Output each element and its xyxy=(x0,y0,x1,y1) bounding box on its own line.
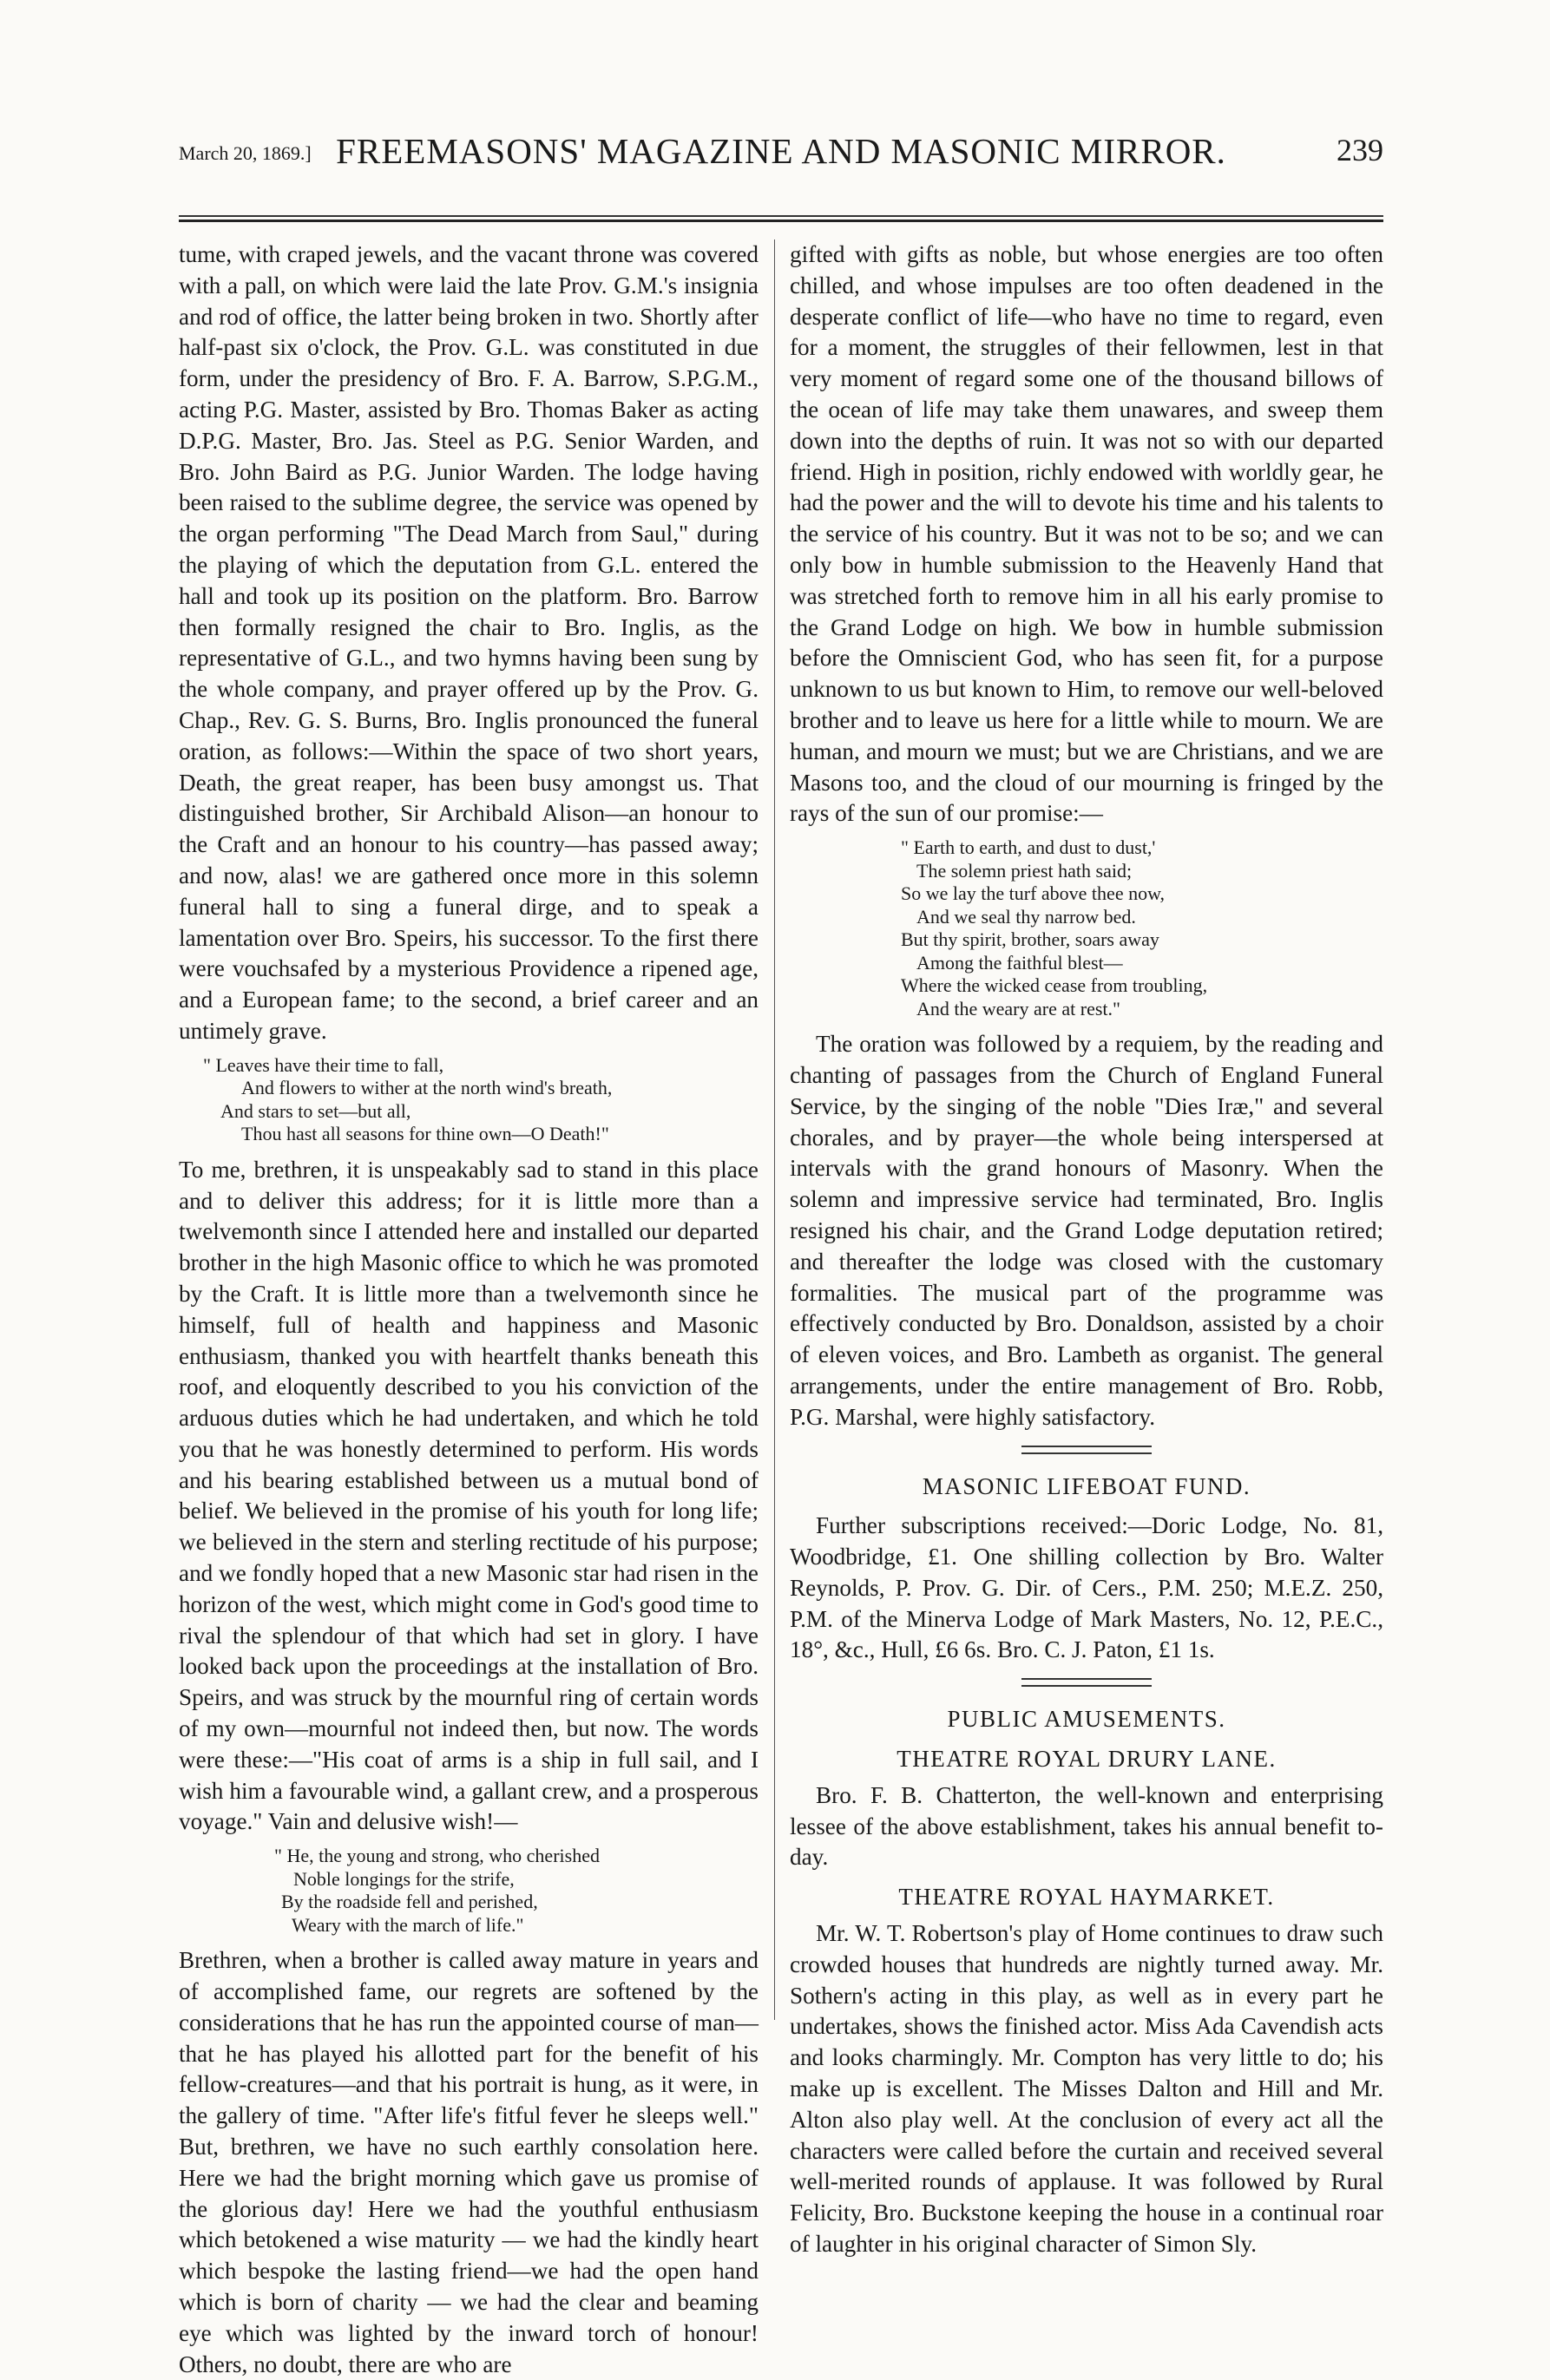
page-header xyxy=(179,128,1383,174)
lifeboat-fund-text: Further subscriptions received:—Doric Lodge, No. 81, Woodbridge, £1. One shilling collection by Bro. Walter Reynolds, P. Prov. G. Dir. of Cers., P.M. 250; M.E.Z. 250, P.M. of the Minerva Lodge of Mark Masters, No. 12, P.E.C., 18°, &c., Hull, £6 6s. Bro. C. J. Paton, £1 1s. xyxy=(790,1512,1383,1663)
verse-line: By the roadside fell and perished, xyxy=(281,1891,538,1913)
verse-line: And we seal thy narrow bed. xyxy=(916,905,1136,928)
section-divider xyxy=(1021,1678,1152,1687)
verse-line: Among the faithful blest— xyxy=(916,951,1123,974)
verse-line: And flowers to wither at the north wind's breath, xyxy=(241,1077,613,1099)
section-divider xyxy=(1021,1446,1152,1454)
verse-line: Weary with the march of life." xyxy=(292,1913,524,1936)
verse-line: And the weary are at rest." xyxy=(916,997,1120,1020)
left-column xyxy=(179,239,759,2380)
verse-line: The solemn priest hath said; xyxy=(916,859,1133,882)
verse-line: Where the wicked cease from troubling, xyxy=(901,974,1208,997)
funeral-paragraph-2: To me, brethren, it is unspeakably sad to stand in this place and to deliver this address; for it is little more than a twelvemonth since I attended here and installed our departed brother in the high Masonic office to which he was promoted by the Craft. It is little more than a twelvemonth since he himself, full of health and happiness and Masonic enthusiasm, thanked you with heartfelt thanks beneath this roof, and eloquently described to you his conviction of the arduous duties which he had undertaken, and which he told you that he was honestly determined to perform. His words and his bearing established between us a mutual bond of belief. We believed in the promise of his youth for long life; we believed in the stern and sterling rectitude of his purpose; and we fondly hoped that a new Masonic star had risen in the horizon of the west, which might come in God's good time to rival the splendour of that which had set in glory. I have looked back upon the proceedings at the installation of Bro. Speirs, and was struck by the mournful ring of certain words of my own—mournful not indeed then, but now. The words were these:—"His coat of arms is a ship in full sail, and I wish him a favourable wind, a gallant crew, and a prosperous voyage." Vain and delusive wish!— xyxy=(179,1156,759,1835)
verse-line: " He, the young and strong, who cherished xyxy=(274,1845,600,1867)
funeral-paragraph-4: gifted with gifts as noble, but whose energies are too often chilled, and whose impulses are too often deadened in the desperate conflict of life—who have no time to regard, even for a moment, the struggles of their fellowmen, lest in that very moment of regard some one of the thousand billows of the ocean of life may take them unawares, and sweep them down into the depths of ruin. It was not so with our departed friend. High in position, richly endowed with worldly gear, he had the power and the will to devote his time and his talents to the service of his country. But it was not to be so; and we can only bow in humble submission to the Heavenly Hand that was stretched forth to remove him in all his early promise to the Grand Lodge on high. We bow in humble submission before the Omniscient God, who has seen fit, for a purpose unknown to us but known to Him, to remove our well-beloved brother and to leave us here for a little while to mourn. We are human, and mourn we must; but we are Christians, and we are Masons too, and the cloud of our mourning is fringed by the rays of the sun of our promise:— xyxy=(790,241,1383,827)
drury-lane-text: Bro. F. B. Chatterton, the well-known and enterprising lessee of the above establishment, takes his annual benefit to-day. xyxy=(790,1781,1383,1871)
verse-death xyxy=(179,1054,759,1146)
header-rule-thick xyxy=(179,220,1383,222)
haymarket-text: Mr. W. T. Robertson's play of Home continues to draw such crowded houses that hundreds are nightly turned away. Mr. Sothern's acting in this play, as well as in every part he undertakes, shows the finished actor. Miss Ada Cavendish acts and looks charmingly. Mr. Compton has very little to do; his make up is excellent. The Misses Dalton and Hill and Mr. Alton also play well. At the conclusion of every act all the characters were called before the curtain and received several well-merited rounds of applause. It was followed by Rural Felicity, Bro. Buckstone keeping the house in a continual roar of laughter in his original character of Simon Sly. xyxy=(790,1920,1383,2258)
lifeboat-fund-heading: MASONIC LIFEBOAT FUND. xyxy=(922,1472,1251,1499)
verse-line: " Earth to earth, and dust to dust,' xyxy=(901,836,1156,859)
verse-line: Thou hast all seasons for thine own—O Death!" xyxy=(241,1123,609,1145)
funeral-paragraph-3: Brethren, when a brother is called away mature in years and of accomplished fame, our regrets are softened by the considerations that he has run the appointed course of man—that he has played his allotted part for the benefit of his fellow-creatures—and that his portrait is hung, as it were, in the gallery of time. "After life's fitful fever he sleeps well." But, brethren, we have no such earthly consolation here. Here we had the bright morning which gave us promise of the glorious day! Here we had the youthful enthusiasm which betokened a wise maturity — we had the kindly heart which bespoke the lasting friend—we had the open hand which is born of charity — we had the clear and beaming eye which was lighted by the inward torch of honour! Others, no doubt, there are who are xyxy=(179,1947,759,2377)
verse-line: So we lay the turf above thee now, xyxy=(901,882,1166,905)
public-amusements-heading: PUBLIC AMUSEMENTS. xyxy=(947,1706,1226,1733)
drury-lane-heading: THEATRE ROYAL DRURY LANE. xyxy=(897,1746,1277,1773)
right-column xyxy=(790,239,1383,2260)
verse-line: And stars to set—but all, xyxy=(220,1099,411,1122)
verse-earth-to-earth xyxy=(790,836,1383,1020)
column-divider xyxy=(774,239,775,2020)
funeral-paragraph-1: tume, with craped jewels, and the vacant throne was covered with a pall, on which were laid the late Prov. G.M.'s insignia and rod of office, the latter being broken in two. Shortly after half-past six o'clock, the Prov. G.L. was constituted in due form, under the presidency of Bro. F. A. Barrow, S.P.G.M., acting P.G. Master, assisted by Bro. Thomas Baker as acting D.P.G. Master, Bro. Jas. Steel as P.G. Senior Warden, and Bro. John Baird as P.G. Junior Warden. The lodge having been raised to the sublime degree, the service was opened by the organ performing "The Dead March from Saul," during the playing of which the deputation from G.L. entered the hall and took up its position on the platform. Bro. Barrow then formally resigned the chair to Bro. Inglis, as the representative of G.L., and two hymns having been sung by the whole company, and prayer offered up by the Prov. G. Chap., Rev. G. S. Burns, Bro. Inglis pronounced the funeral oration, as follows:—Within the space of two short years, Death, the great reaper, has been busy amongst us. That distinguished brother, Sir Archibald Alison—an honour to the Craft and an honour to his country—has passed away; and now, alas! we are gathered once more in this solemn funeral hall to sing a funeral dirge, and to speak a lamentation over Bro. Speirs, his successor. To the first there were vouchsafed by a mysterious Providence a ripened age, and a European fame; to the second, a brief career and an untimely grave. xyxy=(179,241,759,1044)
haymarket-heading: THEATRE ROYAL HAYMARKET. xyxy=(898,1884,1275,1911)
issue-date: March 20, 1869.] xyxy=(179,142,312,164)
oration-paragraph: The oration was followed by a requiem, by the reading and chanting of passages from the Church of England Funeral Service, by the singing of the noble "Dies Iræ," and several chorales, and by prayer—the whole being interspersed at intervals with the grand honours of Masonry. When the solemn and impressive service had terminated, Bro. Inglis resigned his chair, and the Grand Lodge deputation retired; and thereafter the lodge was closed with the customary formalities. The musical part of the programme was effectively conducted by Bro. Donaldson, assisted by a choir of eleven voices, and Bro. Lambeth as organist. The general arrangements, under the entire management of Bro. Robb, P.G. Marshal, were highly satisfactory. xyxy=(790,1031,1383,1430)
verse-line: Noble longings for the strife, xyxy=(293,1867,515,1890)
magazine-title: FREEMASONS' MAGAZINE AND MASONIC MIRROR. xyxy=(336,131,1226,171)
page-number: 239 xyxy=(1337,133,1383,167)
header-rule-thin xyxy=(179,215,1383,217)
verse-line: But thy spirit, brother, soars away xyxy=(901,928,1159,951)
verse-line: " Leaves have their time to fall, xyxy=(203,1053,444,1076)
verse-young-strong xyxy=(179,1845,759,1937)
